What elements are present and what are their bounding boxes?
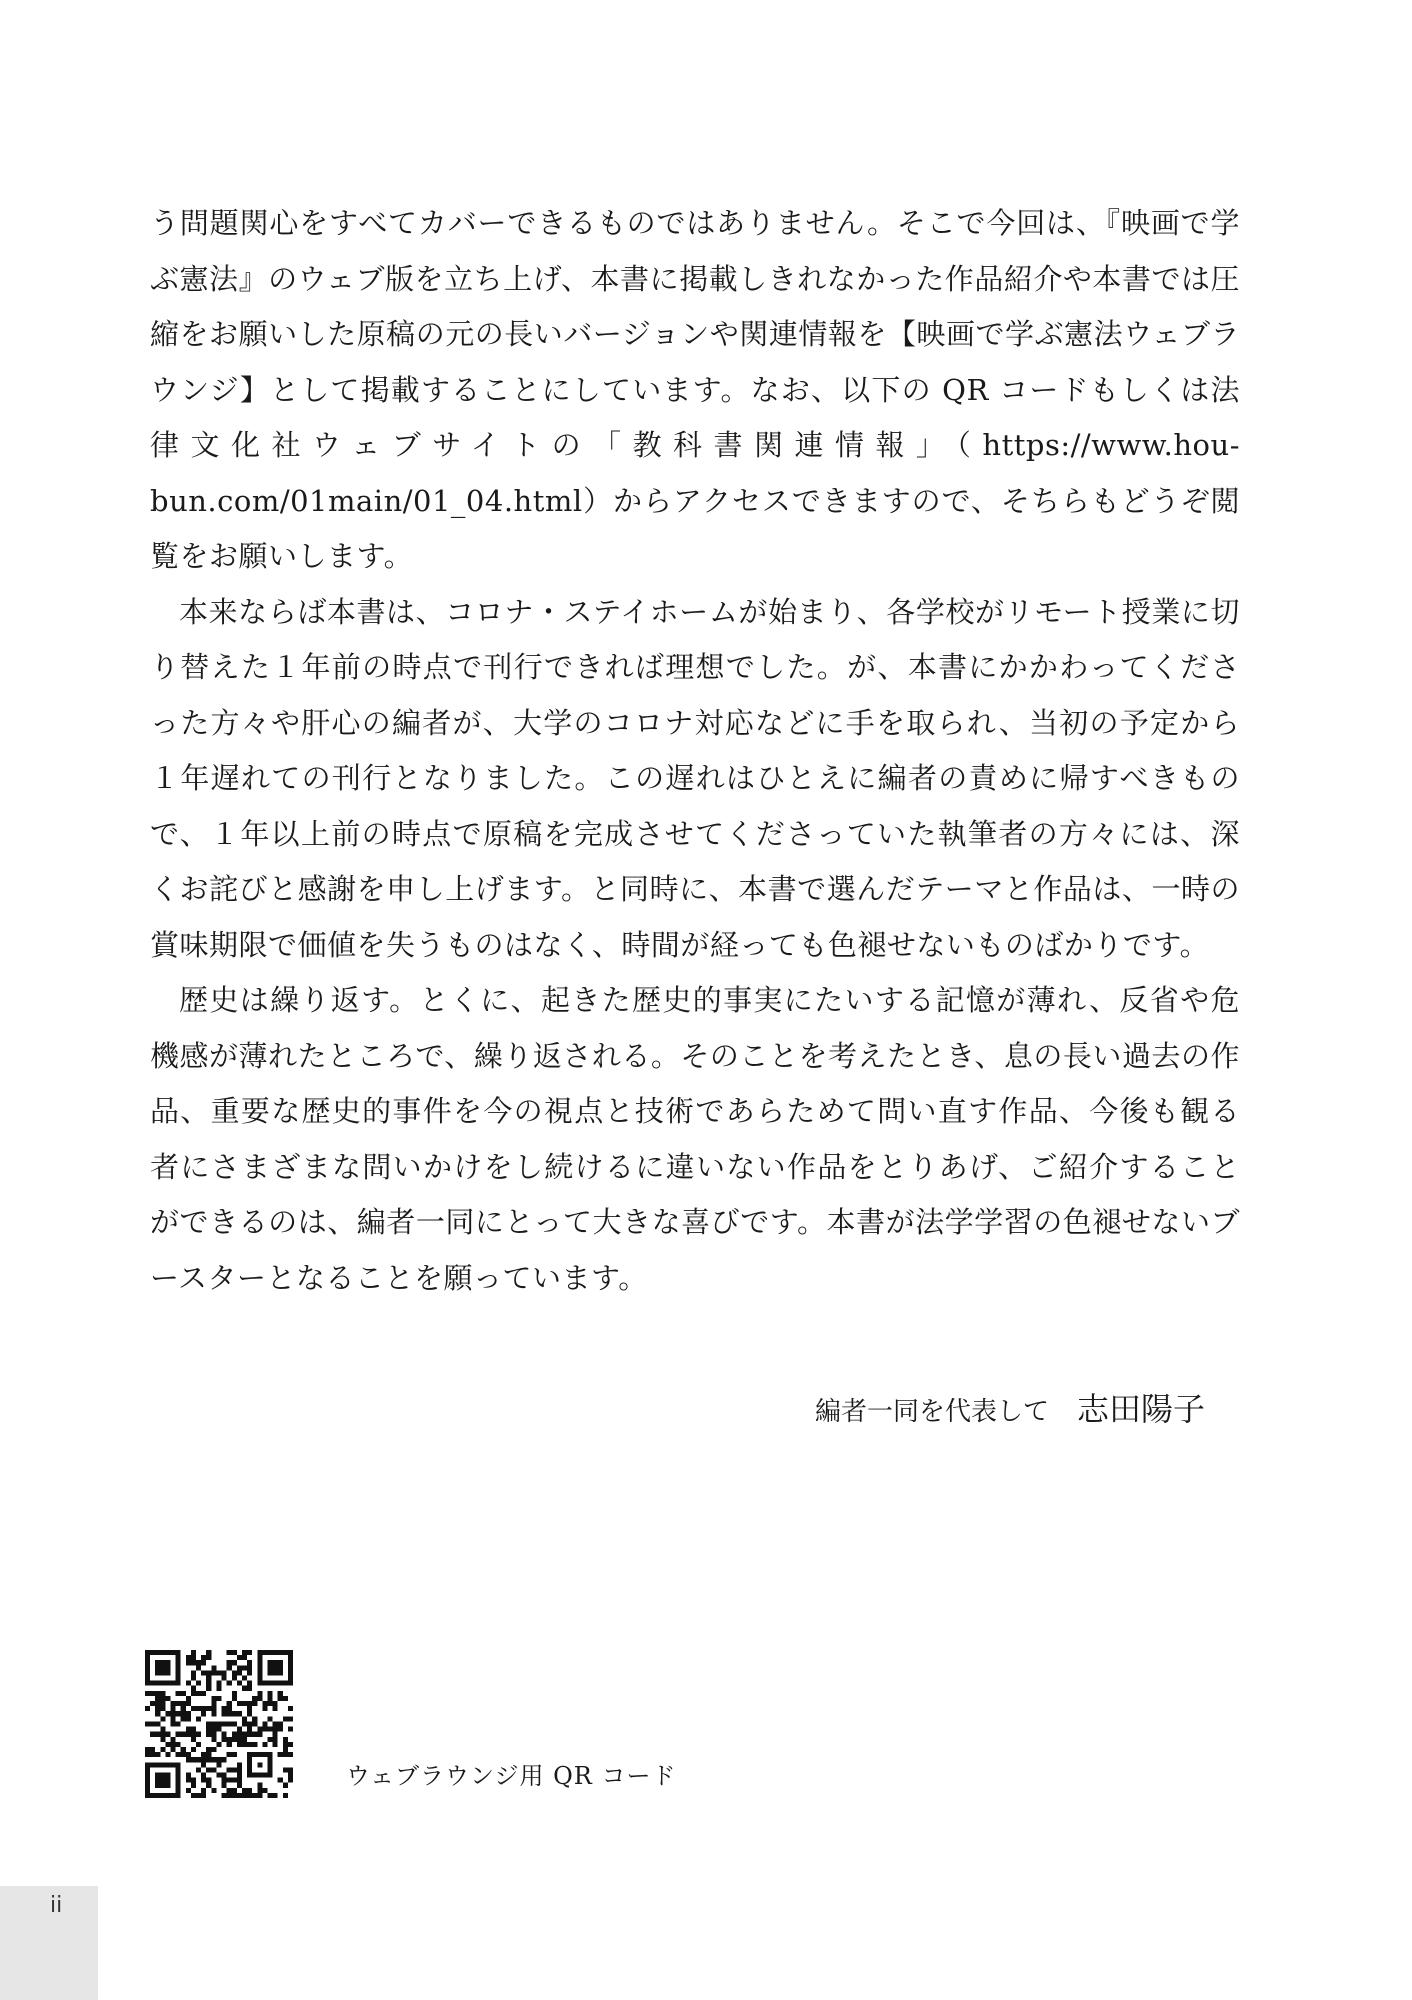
signature — [815, 1384, 1205, 1430]
qr-caption: ウェブラウンジ用 QR コード — [346, 1762, 677, 1790]
qr-code-image — [145, 1650, 293, 1798]
paragraph-2: 本来ならば本書は、コロナ・ステイホームが始まり、各学校がリモート授業に切り替えた１年前の時点で刊行できれば理想でした。が、本書にかかわってくださった方々や肝心の編者が、大学のコロナ対応などに手を取られ、当初の予定から１年遅れての刊行となりました。この遅れはひとえに編者の責めに帰すべきもので、１年以上前の時点で原稿を完成させてくださっていた執筆者の方々には、深くお詫びと感謝を申し上げます。と同時に、本書で選んだテーマと作品は、一時の賞味期限で価値を失うものはなく、時間が経っても色褪せないものばかりです。 — [150, 594, 1240, 962]
signature-name: 志田陽子 — [1076, 1390, 1205, 1428]
body-text — [150, 196, 1240, 1306]
page-number-tab — [0, 1886, 98, 2000]
paragraph-3: 歴史は繰り返す。とくに、起きた歴史的事実にたいする記憶が薄れ、反省や危機感が薄れたところで、繰り返される。そのことを考えたとき、息の長い過去の作品、重要な歴史的事件を今の視点と技術であらためて問い直す作品、今後も観る者にさまざまな問いかけをし続けるに違いない作品をとりあげ、ご紹介することができるのは、編者一同にとって大きな喜びです。本書が法学学習の色褪せないブースターとなることを願っています。 — [150, 983, 1240, 1295]
page-number: ii — [50, 1893, 63, 1918]
signature-prefix: 編者一同を代表して — [814, 1397, 1049, 1427]
qr-code — [145, 1650, 293, 1798]
paragraph-1: う問題関心をすべてカバーできるものではありません。そこで今回は、『映画で学ぶ憲法』のウェブ版を立ち上げ、本書に掲載しきれなかった作品紹介や本書では圧縮をお願いした原稿の元の長いバージョンや関連情報を【映画で学ぶ憲法ウェブラウンジ】として掲載することにしています。なお、以下の QR コードもしくは法律文化社ウェブサイトの「教科書関連情報」（https://www.hou-bun.com/01main/01_04.html）からアクセスできますので、そちらもどうぞ閲覧をお願いします。 — [150, 206, 1240, 573]
